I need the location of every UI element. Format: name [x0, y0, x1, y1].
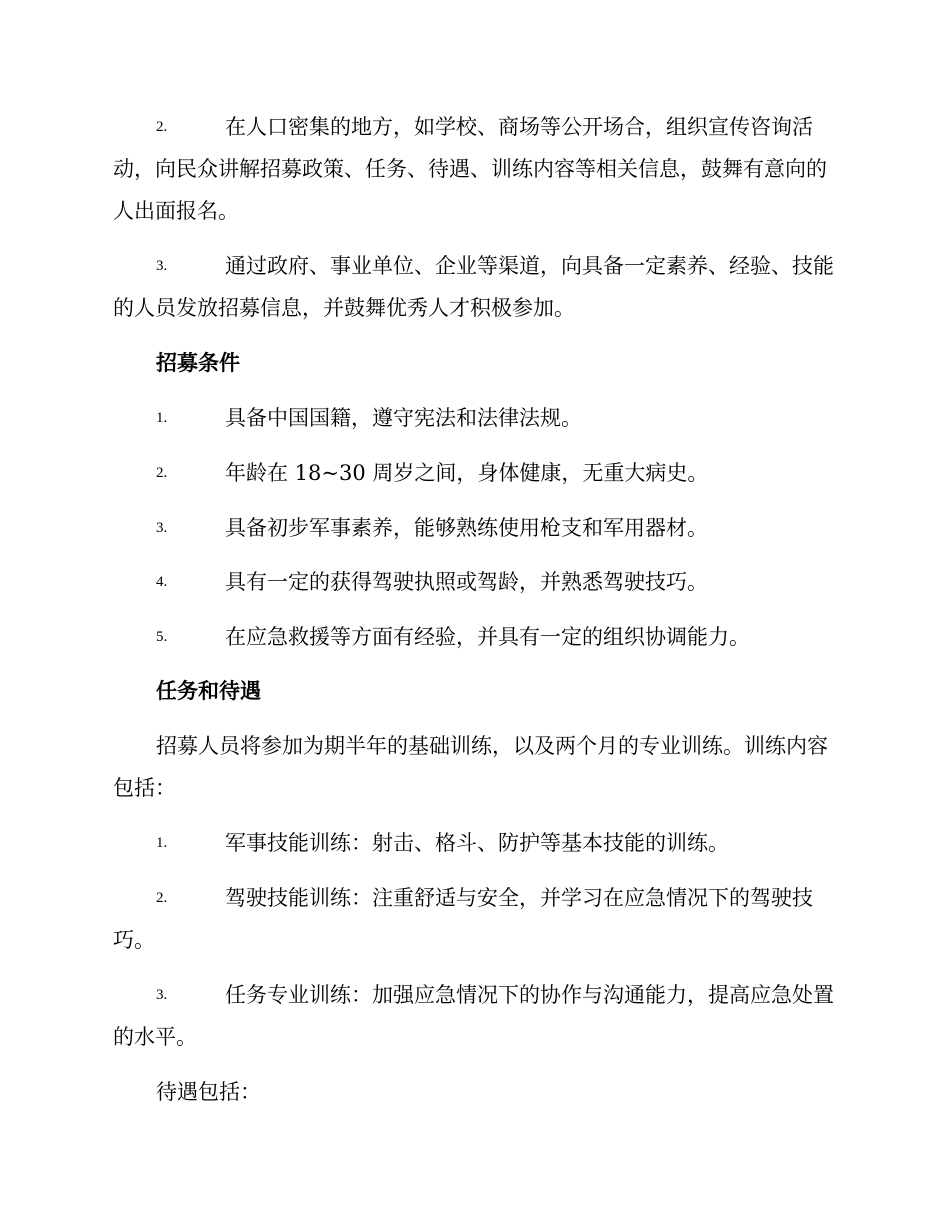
paragraph: 招募人员将参加为期半年的基础训练，以及两个月的专业训练。训练内容包括：	[113, 734, 828, 800]
list-item-text: 通过政府、事业单位、企业等渠道，向具备一定素养、经验、技能的人员发放招募信息，并鼓舞优秀人才积极参加。	[113, 254, 834, 320]
list-number: 2.	[156, 465, 168, 481]
paragraph: 待遇包括：	[156, 1080, 261, 1104]
list-number: 3.	[156, 520, 168, 536]
list-item	[113, 561, 835, 603]
list-number: 4.	[156, 574, 168, 590]
list-number: 5.	[156, 629, 168, 645]
list-item	[113, 452, 835, 494]
section-heading-conditions: 招募条件	[156, 350, 240, 375]
list-item	[113, 822, 835, 864]
list-item-text: 在人口密集的地方，如学校、商场等公开场合，组织宣传咨询活动，向民众讲解招募政策、任务、待遇、训练内容等相关信息，鼓舞有意向的人出面报名。	[113, 115, 827, 223]
list-item	[113, 397, 835, 439]
list-item	[113, 106, 835, 232]
list-item-text: 具备初步军事素养，能够熟练使用枪支和军用器材。	[225, 516, 708, 540]
section-heading-tasks: 任务和待遇	[156, 678, 261, 703]
list-item-text: 年龄在 18~30 周岁之间，身体健康，无重大病史。	[225, 461, 709, 485]
list-item-text: 具备中国国籍，遵守宪法和法律法规。	[225, 406, 582, 430]
list-item	[113, 507, 835, 549]
list-number: 2.	[156, 119, 168, 135]
list-number: 1.	[156, 410, 168, 426]
list-item	[113, 877, 835, 961]
list-number: 3.	[156, 258, 168, 274]
list-item-text: 军事技能训练：射击、格斗、防护等基本技能的训练。	[225, 831, 729, 855]
list-item	[113, 616, 835, 658]
list-number: 3.	[156, 987, 168, 1003]
list-number: 1.	[156, 835, 168, 851]
list-item-text: 驾驶技能训练：注重舒适与安全，并学习在应急情况下的驾驶技巧。	[113, 886, 813, 952]
list-number: 2.	[156, 890, 168, 906]
list-item	[113, 974, 835, 1058]
list-item	[113, 245, 835, 329]
list-item-text: 任务专业训练：加强应急情况下的协作与沟通能力，提高应急处置的水平。	[113, 983, 834, 1049]
list-item-text: 具有一定的获得驾驶执照或驾龄，并熟悉驾驶技巧。	[225, 570, 708, 594]
list-item-text: 在应急救援等方面有经验，并具有一定的组织协调能力。	[225, 625, 750, 649]
